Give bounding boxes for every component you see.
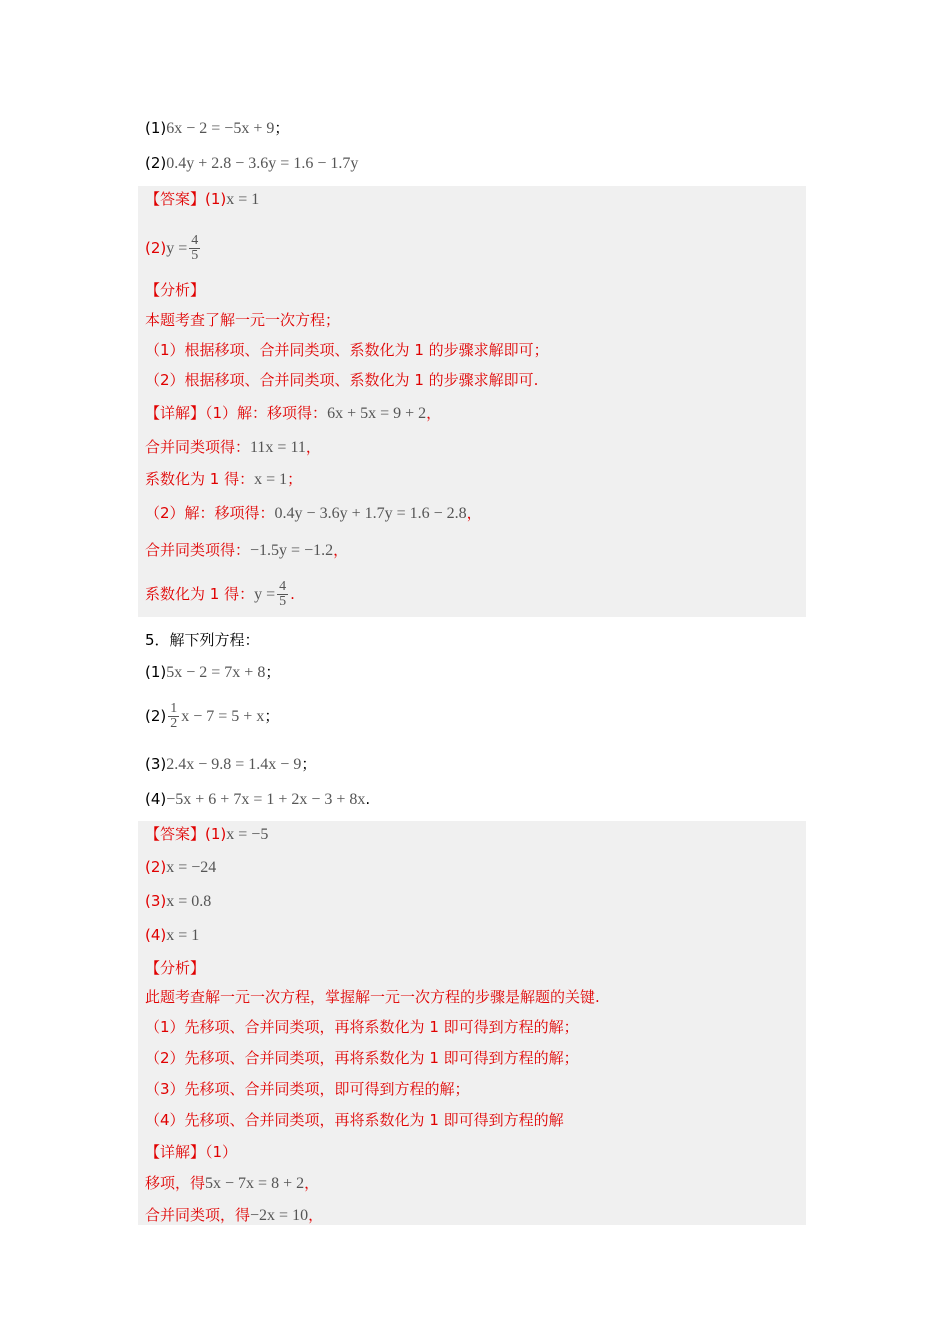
equation: x = −5	[226, 826, 269, 843]
punctuation: ，	[426, 404, 442, 422]
problem-label: (3)	[145, 755, 167, 773]
equation: 0.4y − 3.6y + 1.7y = 1.6 − 2.8	[274, 505, 467, 522]
step-text: 合并同类项，得	[145, 1206, 251, 1224]
q5-answer-2	[145, 857, 216, 878]
problem-label: (2)	[145, 707, 167, 725]
detail-tag: 【详解】	[145, 1143, 206, 1161]
q4-answer-2	[145, 230, 202, 267]
punctuation: ，	[466, 504, 482, 522]
punctuation: ；	[265, 663, 281, 681]
step-text: （1）解：移项得：	[205, 404, 328, 422]
fraction	[277, 580, 288, 609]
q5-analysis-line: （3）先移项、合并同类项，即可得到方程的解；	[145, 1080, 470, 1098]
step-text: 合并同类项得：	[145, 438, 251, 456]
q5-title: 5．解下列方程：	[145, 631, 260, 649]
q5-analysis-tag: 【分析】	[145, 959, 206, 977]
punctuation: ，	[308, 1206, 324, 1224]
q5-answer-3	[145, 891, 211, 912]
q4-problem-1	[145, 118, 289, 139]
punctuation: ，	[333, 541, 349, 559]
q4-problem-2	[145, 153, 358, 174]
punctuation: ；	[301, 755, 317, 773]
fraction	[168, 702, 179, 731]
denominator: 2	[170, 716, 178, 731]
q4-detail-2	[145, 437, 321, 458]
q4-analysis-tag: 【分析】	[145, 281, 206, 299]
q5-problem-2	[145, 698, 279, 735]
equation: x = −24	[166, 859, 217, 876]
punctuation: ，	[304, 1174, 320, 1192]
q4-detail-4	[145, 503, 482, 524]
q5-problem-1	[145, 662, 280, 683]
punctuation: .	[290, 585, 295, 603]
numerator: 1	[170, 701, 178, 716]
q5-detail-header	[145, 1142, 237, 1162]
equation: x = 0.8	[166, 893, 212, 910]
equation: 5x − 2 = 7x + 8	[166, 664, 266, 681]
equation: 6x − 2 = −5x + 9	[166, 120, 275, 137]
equation: 11x = 11	[250, 439, 306, 456]
q4-analysis-line: 本题考查了解一元一次方程；	[145, 311, 341, 329]
equation: x = 1	[166, 927, 200, 944]
equation: y =	[166, 240, 188, 257]
step-text: （2）解：移项得：	[145, 504, 275, 522]
punctuation: ；	[274, 119, 290, 137]
problem-label: (4)	[145, 790, 167, 808]
equation: 0.4y + 2.8 − 3.6y = 1.6 − 1.7y	[166, 155, 359, 172]
q4-detail-1	[145, 403, 441, 424]
equation: −2x = 10	[250, 1207, 309, 1224]
step-text: 系数化为 1 得：	[145, 585, 255, 603]
q5-problem-4	[145, 789, 370, 810]
equation: 5x − 7x = 8 + 2	[205, 1175, 305, 1192]
detail-tag: 【详解】	[145, 404, 206, 422]
q5-analysis-line: （2）先移项、合并同类项，再将系数化为 1 即可得到方程的解；	[145, 1049, 579, 1067]
answer-tag: 【答案】	[145, 825, 206, 843]
q5-answer-4	[145, 925, 199, 946]
problem-label: (2)	[145, 154, 167, 172]
problem-label: (1)	[145, 119, 167, 137]
answer-label: (2)	[145, 858, 167, 876]
q5-problem-3	[145, 754, 316, 775]
q5-analysis-line: （4）先移项、合并同类项，再将系数化为 1 即可得到方程的解	[145, 1111, 564, 1129]
answer-label: (1)	[205, 825, 227, 843]
equation: x − 7 = 5 + x	[181, 708, 265, 725]
step-text: 系数化为 1 得：	[145, 470, 255, 488]
numerator: 4	[279, 579, 287, 594]
q4-analysis-line: （2）根据移项、合并同类项、系数化为 1 的步骤求解即可.	[145, 371, 539, 389]
step-text: 合并同类项得：	[145, 541, 251, 559]
fraction	[189, 234, 200, 263]
equation: 2.4x − 9.8 = 1.4x − 9	[166, 756, 302, 773]
q5-analysis-line: 此题考查解一元一次方程，掌握解一元一次方程的步骤是解题的关键.	[145, 988, 600, 1006]
denominator: 5	[191, 248, 199, 263]
equation: y =	[254, 586, 276, 603]
q4-analysis-line: （1）根据移项、合并同类项、系数化为 1 的步骤求解即可；	[145, 341, 549, 359]
equation: x = 1	[254, 471, 288, 488]
q5-detail-1	[145, 1173, 319, 1194]
punctuation: ，	[305, 438, 321, 456]
equation: −1.5y = −1.2	[250, 542, 334, 559]
numerator: 4	[191, 233, 199, 248]
punctuation: ；	[287, 470, 303, 488]
q4-detail-3	[145, 469, 302, 490]
equation: x = 1	[226, 191, 260, 208]
q4-detail-5	[145, 540, 348, 561]
q5-answer-1	[145, 824, 268, 845]
step-text: 移项，得	[145, 1174, 206, 1192]
q4-detail-6	[145, 576, 295, 613]
answer-label: (2)	[145, 239, 167, 257]
answer-label: (4)	[145, 926, 167, 944]
answer-tag: 【答案】	[145, 190, 206, 208]
q5-detail-2	[145, 1205, 323, 1226]
answer-label: (3)	[145, 892, 167, 910]
punctuation: .	[365, 790, 371, 808]
denominator: 5	[279, 594, 287, 609]
q5-analysis-line: （1）先移项、合并同类项，再将系数化为 1 即可得到方程的解；	[145, 1018, 579, 1036]
problem-label: (1)	[145, 663, 167, 681]
equation: 6x + 5x = 9 + 2	[327, 405, 427, 422]
punctuation: ；	[264, 707, 280, 725]
detail-subpart: （1）	[205, 1143, 238, 1161]
answer-label: (1)	[205, 190, 227, 208]
q4-answer-1	[145, 189, 259, 210]
equation: −5x + 6 + 7x = 1 + 2x − 3 + 8x	[166, 791, 366, 808]
